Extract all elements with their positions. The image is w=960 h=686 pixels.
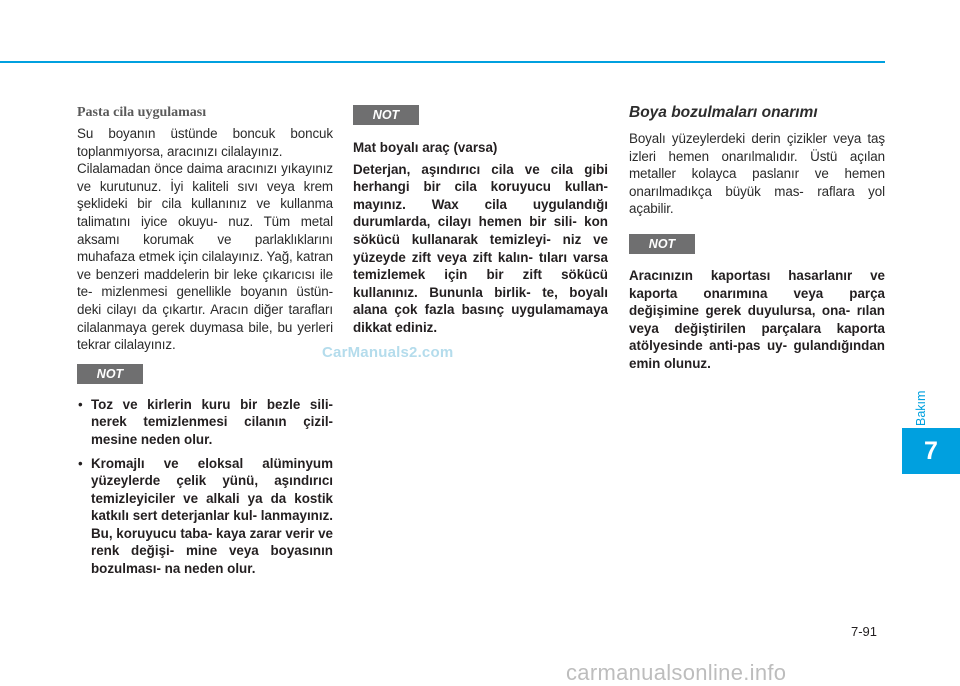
note-text-mat-boya: Deterjan, aşındırıcı cila ve cila gibi herhangi bir cila koruyucu kullan- mayınız. Wax cila uygulandığı durumlarda, cilayı hemen bir sili- kon sökücü kullanarak temizleyi- niz ve yüzeyde zift veya zift kalın- tıları varsa temizlemek için bir zift sökücü kullanınız. Bununla birlik- te, boyalı alana çok fazla basınç uygulamamaya dikkat ediniz. xyxy=(353,161,608,335)
paragraph-instructions: Cilalamadan önce daima aracınızı yıkayınız ve kurutunuz. İyi kaliteli sıvı veya krem şeklideki bir cila kullanınız ve kullanma talimatını iyice okuyu- nuz. Tüm metal aksamı korumak ve parlaklıklarını muhafaza etmek için cilalayınız. Yağ, katran ve benzeri maddelerin bir leke çıkarıcısı ile te- mizlenmesi genellikle boyanın üstün- deki cilayı da çıkartır. Aracın diğer tarafları cilalanmaya gerek duymasa bile, bu yerleri tekrar cilalayınız. xyxy=(77,161,333,353)
note-badge-left: NOT xyxy=(77,364,143,384)
column-middle xyxy=(353,100,608,337)
list-item: • Toz ve kirlerin kuru bir bezle sili- nerek temizlenmesi cilanın çizil- mesine neden olur. xyxy=(77,396,333,449)
column-left xyxy=(77,100,333,584)
column-right xyxy=(629,100,885,373)
page-number: 7-91 xyxy=(851,624,878,639)
paragraph-intro: Su boyanın üstünde boncuk boncuk toplanmıyorsa, aracınızı cilalayınız. xyxy=(77,126,333,159)
note-badge-middle: NOT xyxy=(353,105,419,125)
top-rule xyxy=(0,61,885,63)
note-bullet-list xyxy=(77,396,333,578)
side-section-label: Bakım xyxy=(914,390,928,426)
chapter-tab: 7 xyxy=(902,428,960,474)
paragraph-repair: Boyalı yüzeylerdeki derin çizikler veya taş izleri hemen onarılmalıdır. Üstü açılan metaller kolayca paslanır ve hemen onarılmadıkça büyük mas- raflara yol açabilir. xyxy=(629,131,885,217)
section-heading-boya-onarimi: Boya bozulmaları onarımı xyxy=(629,104,818,121)
note-subheading-mat-boya: Mat boyalı araç (varsa) xyxy=(353,140,498,155)
list-item: • Kromajlı ve eloksal alüminyum yüzeylerde çelik yünü, aşındırıcı temizleyiciler ve alkali ya da kostik katkılı sert deterjanlar kul- lanmayınız. Bu, koruyucu taba- kaya zarar verir ve renk değişi- mine veya boyasının bozulması- na neden olur. xyxy=(77,455,333,578)
note-badge-right: NOT xyxy=(629,234,695,254)
section-heading-pasta-cila: Pasta cila uygulaması xyxy=(77,105,207,120)
note-text-kaporta: Aracınızın kaportası hasarlanır ve kaporta onarımına veya parça değişimine gerek duyulursa, ona- rılan veya değiştirilen parçalara kaporta atölyesinde anti-pas uy- gulandığından emin olunuz. xyxy=(629,267,885,371)
watermark-carmanuals2: CarManuals2.com xyxy=(322,344,454,361)
footer-watermark: carmanualsonline.info xyxy=(566,660,787,685)
